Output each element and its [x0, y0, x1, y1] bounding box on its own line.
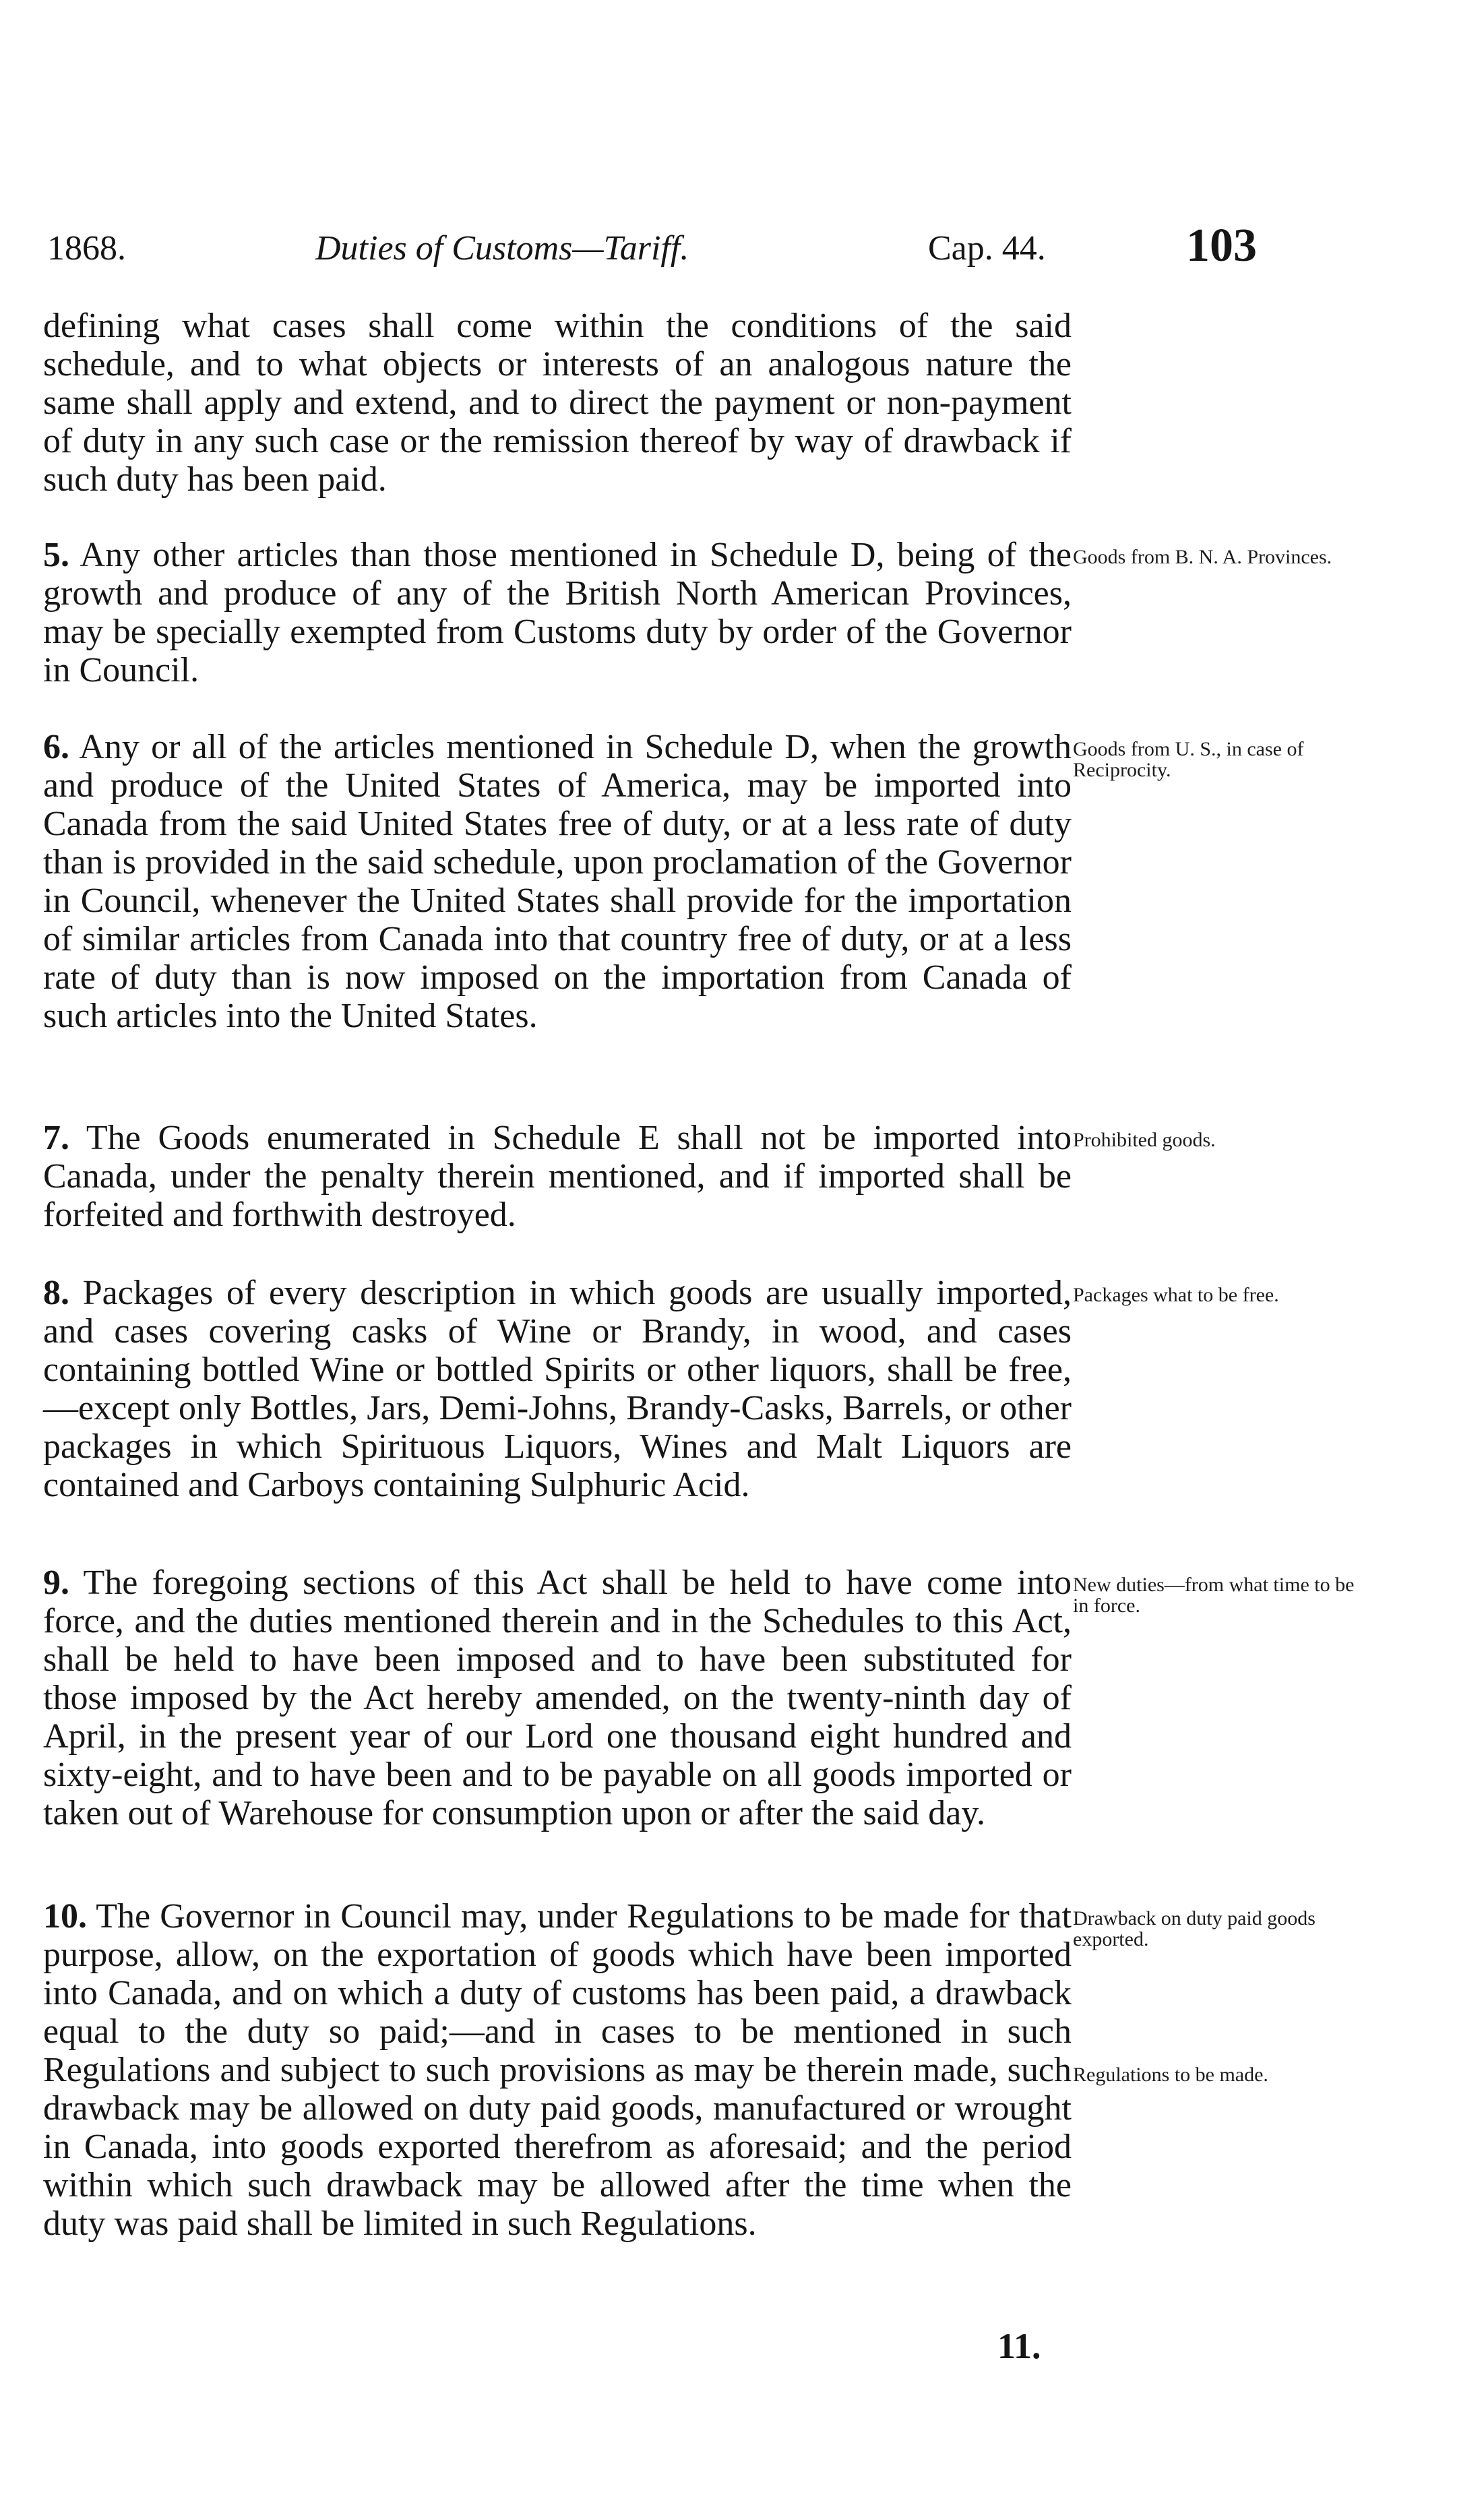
running-header [47, 219, 1355, 280]
section-text [43, 728, 1072, 1035]
margin-note: Goods from U. S., in case of Reciprocity. [1073, 738, 1304, 781]
section-text [43, 1274, 1072, 1504]
section-number: 8. [43, 1274, 69, 1312]
section-text [43, 536, 1072, 689]
section-number: 10. [43, 1897, 87, 1936]
section-text [43, 1897, 1072, 2243]
section-7 [43, 1119, 1216, 1234]
section-number: 5. [43, 536, 69, 574]
section-body: The Goods enumerated in Schedule E shall not be imported into Canada, under the penalty therein mentioned, and if imported shall be forfeited and forthwith destroyed. [43, 1119, 1072, 1234]
header-chapter: Cap. 44. [928, 229, 1046, 268]
margin-note: Goods from B. N. A. Provinces. [1073, 546, 1332, 568]
section-number: 7. [43, 1119, 69, 1157]
intro-paragraph-block [43, 307, 1072, 499]
section-9 [43, 1564, 1355, 1832]
section-6 [43, 728, 1304, 1035]
section-number: 9. [43, 1564, 69, 1602]
margin-note: Drawback on duty paid goods exported. [1073, 1907, 1316, 1950]
section-body: Any or all of the articles mentioned in Schedule D, when the growth and produce of the United States of America, may be imported into Canada from the said United States free of duty, or at a less rate of duty than is provided in the said schedule, upon proclamation of the Governor in Council, whenever the United States shall provide for the importation of similar articles from Canada into that country free of duty, or at a less rate of duty than is now imposed on the importation from Canada of such articles into the United States. [43, 728, 1072, 1035]
section-text [43, 1564, 1072, 1832]
section-body: Packages of every description in which goods are usually imported, and cases covering casks of Wine or Brandy, in wood, and cases containing bottled Wine or bottled Spirits or other liquors, shall be free,—except only Bottles, Jars, Demi-Johns, Brandy-Casks, Barrels, or other packages in which Spirituous Liquors, Wines and Malt Liquors are contained and Carboys containing Sulphuric Acid. [43, 1274, 1072, 1504]
section-body: The foregoing sections of this Act shall be held to have come into force, and the duties mentioned therein and in the Schedules to this Act, shall be held to have been imposed and to have been substituted for those imposed by the Act hereby amended, on the twenty-ninth day of April, in the present year of our Lord one thousand eight hundred and sixty-eight, and to have been and to be payable on all goods imported or taken out of Warehouse for consumption upon or after the said day. [43, 1564, 1072, 1832]
header-year: 1868. [47, 229, 126, 268]
section-body: The Governor in Council may, under Regulations to be made for that purpose, allow, on the exportation of goods which have been imported into Canada, and on which a duty of customs has been paid, a drawback equal to the duty so paid;—and in cases to be mentioned in such Regulations and subject to such provisions as may be therein made, such drawback may be allowed on duty paid goods, manufactured or wrought in Canada, into goods exported therefrom as aforesaid; and the period within which such drawback may be allowed after the time when the duty was paid shall be limited in such Regulations. [43, 1897, 1072, 2243]
margin-note: New duties—from what time to be in force. [1073, 1574, 1355, 1617]
section-text [43, 1119, 1072, 1234]
section-body: Any other articles than those mentioned in Schedule D, being of the growth and produce of any of the British North American Provinces, may be specially exempted from Customs duty by order of the Governor in Council. [43, 536, 1072, 689]
margin-note: Prohibited goods. [1073, 1129, 1216, 1151]
intro-paragraph: defining what cases shall come within the conditions of the said schedule, and to what objects or interests of an analogous nature the same shall apply and extend, and to direct the payment or non-payment of duty in any such case or the remission thereof by way of drawback if such duty has been paid. [43, 307, 1072, 499]
section-10 [43, 1897, 1316, 2243]
header-title: Duties of Customs—Tariff. [315, 229, 689, 268]
catchword: 11. [997, 2326, 1041, 2366]
section-5 [43, 536, 1332, 689]
section-number: 6. [43, 728, 69, 766]
page-number: 103 [1186, 220, 1257, 272]
margin-note: Regulations to be made. [1073, 2064, 1268, 2086]
margin-note: Packages what to be free. [1073, 1284, 1279, 1306]
section-8 [43, 1274, 1279, 1504]
